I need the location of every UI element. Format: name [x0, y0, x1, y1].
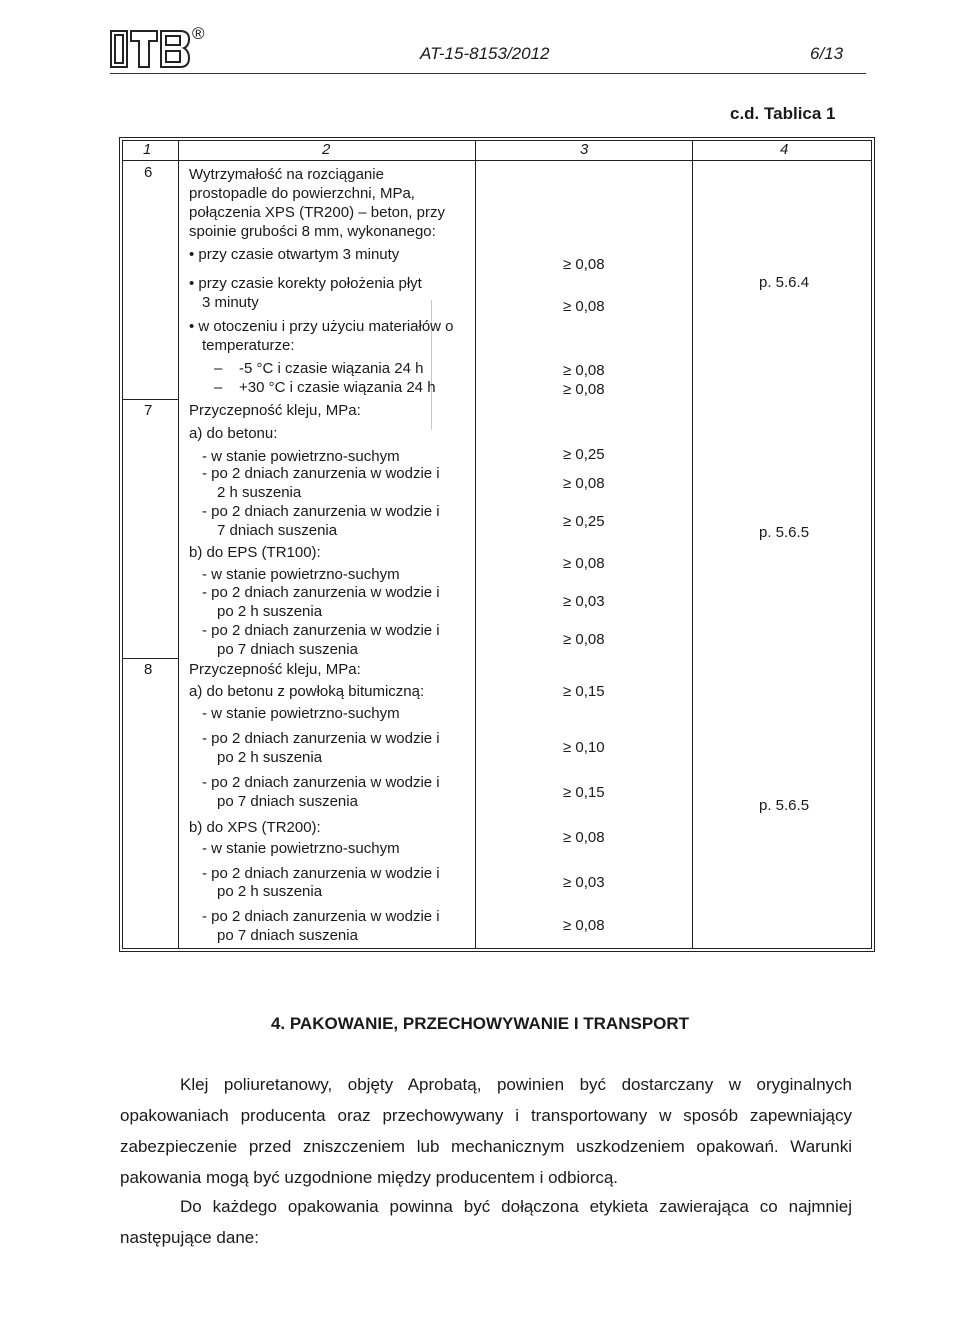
row-text-line: Przyczepność kleju, MPa: — [189, 402, 361, 419]
row-text-line: a) do betonu z powłoką bitumiczną: — [189, 683, 425, 700]
row-number: 6 — [144, 164, 153, 181]
reference-cell: p. 5.6.5 — [759, 797, 810, 814]
row-text-line: - po 2 dniach zanurzenia w wodzie i — [202, 622, 440, 639]
row-text-line: po 2 h suszenia — [217, 603, 323, 620]
row-text-line: połączenia XPS (TR200) – beton, przy — [189, 204, 445, 221]
row-text-line: po 7 dniach suszenia — [217, 927, 358, 944]
header-rule — [110, 73, 866, 74]
value-cell: ≥ 0,25 — [563, 446, 605, 463]
value-cell: ≥ 0,08 — [563, 829, 605, 846]
row-text-line: - w stanie powietrzno-suchym — [202, 566, 400, 583]
value-cell: ≥ 0,03 — [563, 874, 605, 891]
paragraph-2: Do każdego opakowania powinna być dołączona etykieta zawierająca co najmniej następujące dane: — [120, 1197, 852, 1247]
row-text-line: 2 h suszenia — [217, 484, 302, 501]
row-text-line: - po 2 dniach zanurzenia w wodzie i — [202, 908, 440, 925]
row-text-line: - po 2 dniach zanurzenia w wodzie i — [202, 774, 440, 791]
row-text-line: a) do betonu: — [189, 425, 278, 442]
row-divider — [122, 658, 178, 659]
row-text-line: spoinie grubości 8 mm, wykonanego: — [189, 223, 436, 240]
row-number: 8 — [144, 661, 153, 678]
row-text-line: - w stanie powietrzno-suchym — [202, 840, 400, 857]
column-divider — [178, 140, 179, 949]
value-cell: ≥ 0,03 — [563, 593, 605, 610]
row-text-line: Wytrzymałość na rozciąganie — [189, 166, 384, 183]
value-cell: ≥ 0,08 — [563, 256, 605, 273]
column-header-4: 4 — [780, 141, 789, 158]
paragraph-1: Klej poliuretanowy, objęty Aprobatą, powinien być dostarczany w oryginalnych opakowaniach producenta oraz przechowywany i transportowany w sposób zapewniający zabezpieczenie przed zniszczeniem lub mechanicznym uszkodzeniem opakowań. Warunki pakowania mogą być uzgodnione między producentem i odbiorcą. — [120, 1075, 852, 1187]
row-text-line: • przy czasie korekty położenia płyt — [189, 275, 422, 292]
row-text-line: - po 2 dniach zanurzenia w wodzie i — [202, 465, 440, 482]
row-text-line: • przy czasie otwartym 3 minuty — [189, 246, 400, 263]
row-text-line: • w otoczeniu i przy użyciu materiałów o — [189, 318, 454, 335]
row-text-line: - w stanie powietrzno-suchym — [202, 705, 400, 722]
svg-text:ITB: ITB — [150, 54, 152, 55]
row-text-line: 7 dniach suszenia — [217, 522, 338, 539]
value-cell: ≥ 0,08 — [563, 917, 605, 934]
value-cell: ≥ 0,08 — [563, 631, 605, 648]
value-cell: ≥ 0,08 — [563, 381, 605, 398]
value-cell: ≥ 0,15 — [563, 784, 605, 801]
value-cell: ≥ 0,08 — [563, 362, 605, 379]
row-number: 7 — [144, 402, 153, 419]
row-text-line: b) do EPS (TR100): — [189, 544, 321, 561]
row-text-line: - po 2 dniach zanurzenia w wodzie i — [202, 730, 440, 747]
value-cell: ≥ 0,25 — [563, 513, 605, 530]
value-cell: ≥ 0,08 — [563, 298, 605, 315]
row-text-line: po 7 dniach suszenia — [217, 641, 358, 658]
row-text-line: po 2 h suszenia — [217, 749, 323, 766]
row-text-line: temperaturze: — [202, 337, 295, 354]
row-text-line: Przyczepność kleju, MPa: — [189, 661, 361, 678]
row-divider — [122, 399, 178, 400]
column-header-1: 1 — [143, 141, 152, 158]
row-text-line: – -5 °C i czasie wiązania 24 h — [214, 360, 424, 377]
row-text-line: - po 2 dniach zanurzenia w wodzie i — [202, 865, 440, 882]
column-header-2: 2 — [322, 141, 331, 158]
document-number: AT-15-8153/2012 — [420, 44, 550, 63]
row-text-line: po 7 dniach suszenia — [217, 793, 358, 810]
row-text-line: prostopadle do powierzchni, MPa, — [189, 185, 415, 202]
row-text-line: - po 2 dniach zanurzenia w wodzie i — [202, 584, 440, 601]
value-cell: ≥ 0,08 — [563, 475, 605, 492]
page-number: 6/13 — [810, 44, 844, 63]
row-text-line: – +30 °C i czasie wiązania 24 h — [214, 379, 436, 396]
value-cell: ≥ 0,15 — [563, 683, 605, 700]
row-text-line: po 2 h suszenia — [217, 883, 323, 900]
value-cell: ≥ 0,10 — [563, 739, 605, 756]
registered-mark: ® — [192, 24, 205, 43]
column-header-3: 3 — [580, 141, 589, 158]
row-divider — [122, 160, 872, 161]
reference-cell: p. 5.6.4 — [759, 274, 810, 291]
reference-cell: p. 5.6.5 — [759, 524, 810, 541]
row-text-line: - po 2 dniach zanurzenia w wodzie i — [202, 503, 440, 520]
row-text-line: b) do XPS (TR200): — [189, 819, 321, 836]
column-divider — [475, 140, 476, 949]
itb-logo — [110, 30, 190, 68]
row-text-line: 3 minuty — [202, 294, 259, 311]
table-caption: c.d. Tablica 1 — [730, 104, 836, 123]
value-cell: ≥ 0,08 — [563, 555, 605, 572]
column-divider — [692, 140, 693, 949]
row-text-line: - w stanie powietrzno-suchym — [202, 448, 400, 465]
section-heading: 4. PAKOWANIE, PRZECHOWYWANIE I TRANSPORT — [270, 1014, 690, 1033]
